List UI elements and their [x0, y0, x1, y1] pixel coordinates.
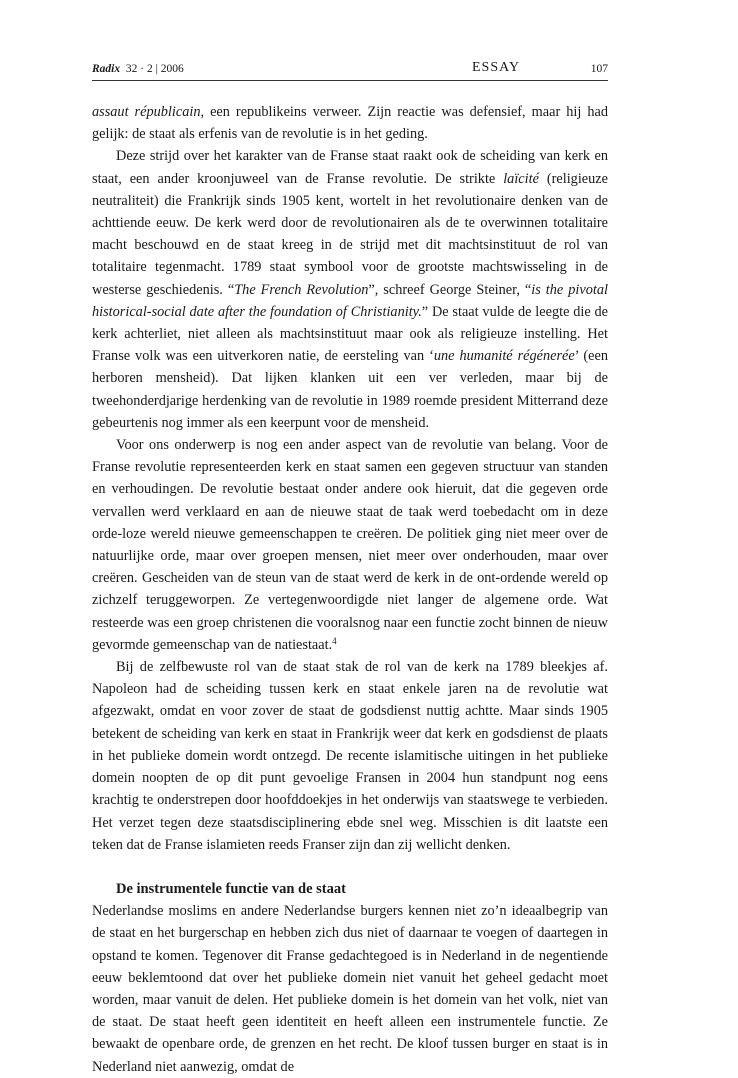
journal-citation: [92, 63, 184, 75]
section-heading: De instrumentele functie van de staat: [116, 880, 346, 897]
text-run: ” De staat vulde de leegte die de kerk achterliet, niet alleen als machtsinstituut maar ook als religieuze instelling. Het Franse volk was een uitverkoren natie, de eersteling van ‘: [92, 303, 608, 365]
running-head: [92, 60, 608, 81]
text-run: Bij de zelfbewuste rol van de staat stak de rol van de kerk na 1789 bleekjes af. Napoleon had de scheiding tussen kerk en staat enkele jaren na de revolutie wat afgezwakt, omdat en voor zover de staat de godsdienst nuttig achtte. Maar sinds 1905 betekent de scheiding van kerk en staat in Frankrijk weer dat kerk en godsdienst de plaats in het publieke domein wordt ontzegd. De recente islamitische uitingen in het publieke domein noopten de op dit punt gevoelige Fransen in 2004 hun standpunt nog eens krachtig te onderstrepen door hoofddoekjes in het onderwijs van staatswege te verbieden. Het verzet tegen deze staatsdisciplinering ebde snel weg. Misschien is dit laatste een teken dat de Franse islamieten reeds Franser zijn dan zij wellicht denken.: [92, 659, 608, 853]
page-number: 107: [590, 63, 608, 75]
article-body: [92, 101, 608, 1078]
body-paragraph: [92, 145, 608, 434]
section-label: ESSAY: [472, 60, 521, 75]
body-paragraph: [92, 101, 608, 145]
italic-phrase: laïcité: [503, 170, 539, 187]
italic-phrase: The French Revolution: [234, 281, 369, 298]
body-paragraph: [92, 434, 608, 656]
text-run: Voor ons onderwerp is nog een ander aspect van de revolutie van belang. Voor de Franse revolutie representeerden kerk en staat samen een gegeven structuur van standen en verhoudingen. De revolutie bestaat onder andere ook hieruit, dat die gegeven orde vervallen werd verklaard en aan de nieuwe staat de taak werd toebedacht om in deze orde-loze wereld nieuwe gemeenschappen te creëren. De politiek ging niet meer over de natuurlijke orde, maar over groepen mensen, niet meer over onderhouden, maar over creëren. Gescheiden van de steun van de staat werd de kerk in de ont-ordende wereld op zichzelf teruggeworpen. Ze vertegenwoordigde niet langer de algemene orde. Wat resteerde was een groep christenen die vooralsnog naar een functie zocht binnen de nieuw gevormde gemeenschap van de natiestaat.: [92, 437, 608, 653]
text-run: ’ (een herboren mensheid). Dat lijken klanken uit een ver verleden, maar bij de tweehonderdjarige herdenking van de revolutie in 1989 roemde president Mitterrand deze gebeurtenis nog immer als een keerpunt voor de mensheid.: [92, 348, 609, 431]
text-run: Deze strijd over het karakter van de Franse staat raakt ook de scheiding van kerk en staat, een ander kroonjuweel van de Franse revolutie. De strikte: [92, 148, 608, 187]
paragraph-list: [92, 101, 608, 856]
text-run: , een republikeins verweer. Zijn reactie was defensief, maar hij had gelijk: de staat als erfenis van de revolutie is in het geding.: [92, 104, 608, 143]
footnote-reference: 4: [332, 635, 337, 646]
section-paragraph: Nederlandse moslims en andere Nederlandse burgers kennen niet zo’n ideaalbegrip van de staat en het burgerschap en hebben zich dus niet of daarnaar te voegen of daartegen in opstand te komen. Tegenover dit Franse gedachtegoed is in Nederland in de negentiende eeuw beklemtoond dat over het publieke domein niet vanuit het geheel gedacht moet worden, maar vanuit de delen. Het publieke domein is het domein van het volk, niet van de staat. De staat heeft geen identiteit en heeft alleen een instrumentele functie. Ze bewaakt de openbare orde, de grenzen en het recht. De kloof tussen burger en staat is in Nederland niet aanwezig, omdat de: [92, 903, 608, 1075]
body-paragraph: [92, 656, 608, 856]
text-run: ”, schreef George Steiner, “: [368, 281, 532, 298]
italic-phrase: is the pivotal historical-social date after the foundation of Christianity.: [92, 281, 608, 320]
journal-name: Radix: [92, 63, 121, 75]
volume-info: 32 · 2 | 2006: [125, 63, 184, 75]
italic-phrase: une humanité régénerée: [433, 348, 575, 365]
italic-phrase: assaut républicain: [92, 104, 201, 120]
text-run: (religieuze neutraliteit) die Frankrijk sinds 1905 kent, wortelt in het revolutionaire denken van de achttiende eeuw. De kerk werd door de revolutionairen als de te overwinnen totalitaire macht beschouwd en de staat kreeg in de strijd met dit machtsinstituut de rol van totalitaire tegenmacht. 1789 staat symbool voor de grootste machtswisseling in de westerse geschiedenis. “: [92, 170, 608, 298]
